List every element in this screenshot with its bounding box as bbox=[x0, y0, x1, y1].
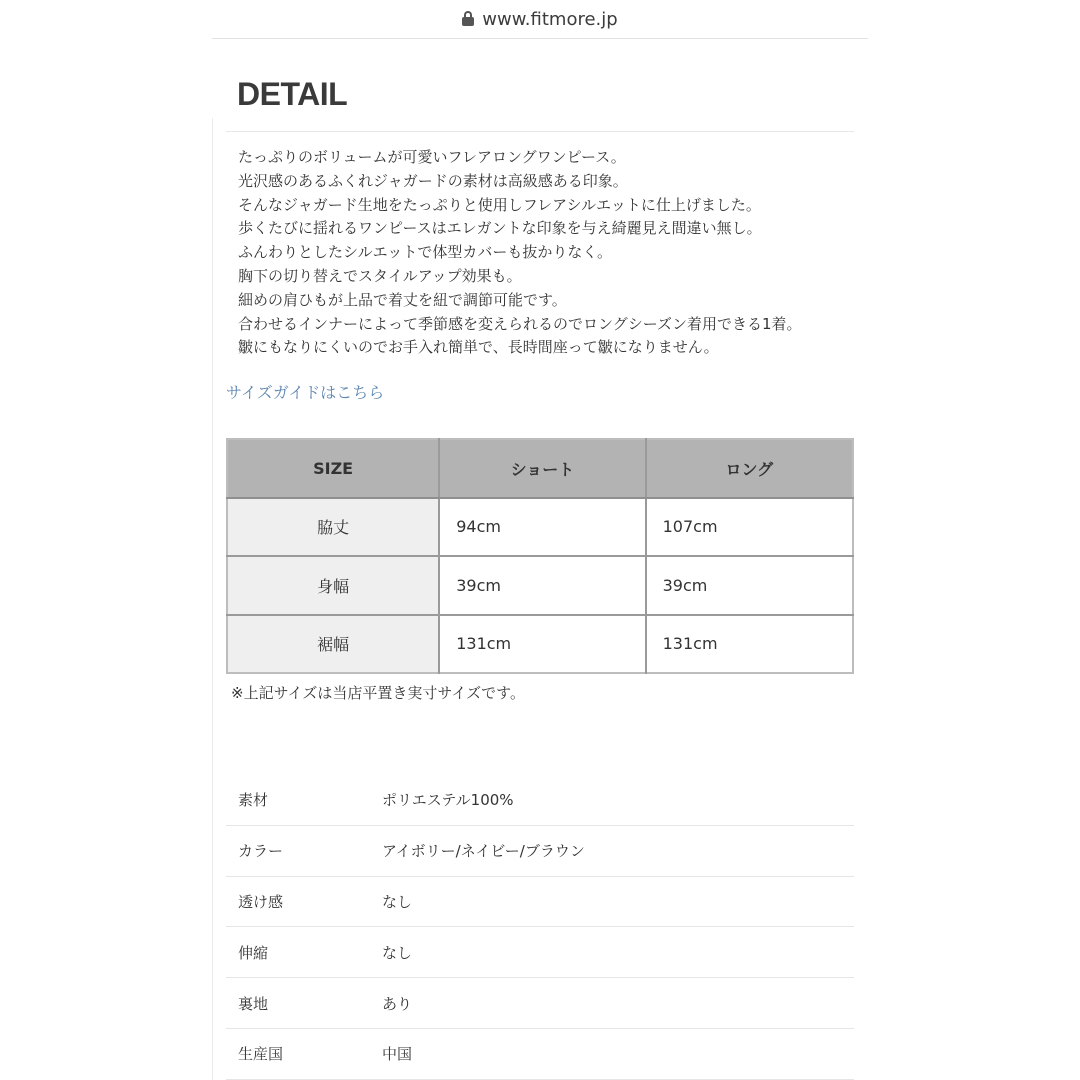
description-line: たっぷりのボリュームが可愛いフレアロングワンピース。 bbox=[238, 148, 626, 166]
spec-value: ポリエステル100% bbox=[382, 791, 514, 810]
size-header-long: ロング bbox=[646, 439, 853, 498]
spec-value: 中国 bbox=[382, 1045, 413, 1064]
page-title: DETAIL bbox=[237, 76, 348, 112]
table-row bbox=[227, 556, 853, 615]
address-bar[interactable] bbox=[212, 0, 868, 39]
spec-value: アイボリー/ネイビー/ブラウン bbox=[382, 842, 585, 861]
spec-key: 透け感 bbox=[238, 892, 284, 911]
spec-row-lining bbox=[226, 978, 854, 1029]
spec-key: 伸縮 bbox=[238, 943, 269, 962]
spec-key: 裏地 bbox=[238, 994, 269, 1013]
spec-value: なし bbox=[382, 943, 413, 962]
size-value-short: 94cm bbox=[439, 498, 645, 557]
description-line: 合わせるインナーによって季節感を変えられるのでロングシーズン着用できる1着。 bbox=[238, 314, 802, 333]
description-line: そんなジャガード生地をたっぷりと使用しフレアシルエットに仕上げました。 bbox=[238, 195, 761, 214]
description-line: ふんわりとしたシルエットで体型カバーも抜かりなく。 bbox=[238, 243, 613, 262]
table-row bbox=[227, 615, 853, 674]
size-table-header-row bbox=[227, 439, 853, 498]
spec-row-color bbox=[226, 826, 854, 877]
title-divider bbox=[226, 131, 854, 132]
description-line: 細めの肩ひもが上品で着丈を紐で調節可能です。 bbox=[238, 290, 567, 309]
size-table bbox=[226, 438, 854, 674]
size-value-long: 39cm bbox=[646, 556, 853, 615]
spec-value: なし bbox=[382, 892, 413, 911]
spec-key: 生産国 bbox=[238, 1045, 284, 1064]
spec-row-sheerness bbox=[226, 877, 854, 928]
content-left-border bbox=[212, 118, 213, 1080]
spec-key: 素材 bbox=[238, 791, 269, 810]
spec-list bbox=[226, 775, 854, 1080]
size-value-short: 39cm bbox=[439, 556, 645, 615]
size-value-long: 131cm bbox=[646, 615, 853, 674]
size-row-label: 身幅 bbox=[227, 556, 439, 615]
size-header-size: SIZE bbox=[227, 439, 439, 498]
description-line: 歩くたびに揺れるワンピースはエレガントな印象を与え綺麗見え間違い無し。 bbox=[238, 219, 762, 238]
table-row bbox=[227, 498, 853, 557]
spec-row-stretch bbox=[226, 927, 854, 978]
description-line: 光沢感のあるふくれジャガードの素材は高級感ある印象。 bbox=[238, 171, 628, 190]
size-row-label: 裾幅 bbox=[227, 615, 439, 674]
spec-row-origin bbox=[226, 1029, 854, 1080]
size-row-label: 脇丈 bbox=[227, 498, 439, 557]
size-header-short: ショート bbox=[439, 439, 645, 498]
spec-key: カラー bbox=[238, 842, 284, 861]
spec-row-material bbox=[226, 775, 854, 826]
size-value-short: 131cm bbox=[439, 615, 645, 674]
description-line: 胸下の切り替えでスタイルアップ効果も。 bbox=[238, 266, 522, 285]
spec-value: あり bbox=[382, 994, 413, 1013]
url-text: www.fitmore.jp bbox=[482, 8, 618, 30]
lock-icon bbox=[462, 11, 474, 26]
size-value-long: 107cm bbox=[646, 498, 853, 557]
description-line: 皺にもなりにくいのでお手入れ簡単で、長時間座って皺になりません。 bbox=[238, 338, 719, 357]
size-note: ※上記サイズは当店平置き実寸サイズです。 bbox=[231, 684, 525, 702]
product-description bbox=[238, 146, 848, 360]
size-guide-link[interactable]: サイズガイドはこちら bbox=[226, 383, 385, 402]
